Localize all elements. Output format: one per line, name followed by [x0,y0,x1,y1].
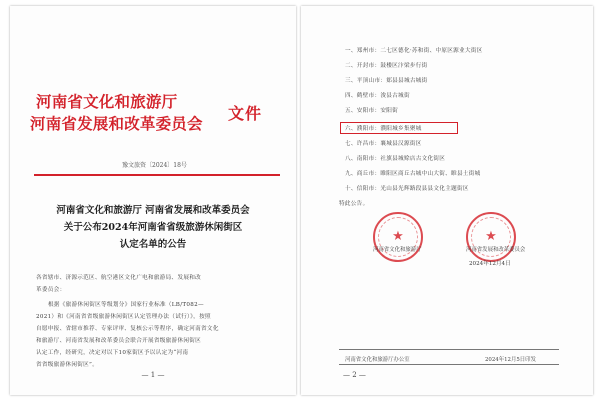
list-item: 四、鹤壁市：浚县古城街 [345,93,410,99]
list-item: 九、商丘市：睢阳区商丘古城中山大街、睢县土街城 [345,171,481,177]
red-header [30,72,280,142]
body-line: 革委员会： [36,287,66,293]
red-divider [34,174,280,176]
footer-print-date: 2024年12月5日印发 [485,357,536,363]
list-item: 八、南阳市：社旗县城赊店古文化街区 [345,156,446,162]
list-item: 一、郑州市：二七区德化·苏和街、中原区源业大街区 [345,48,483,54]
body-line: 认定工作，经研究，决定对以下10家街区予以认定为“河南 [36,350,189,356]
body-line: 各省辖市、济源示范区、航空港区文化广电和旅游局、发展和改 [36,275,202,281]
closing-line: 特此公告。 [339,201,369,207]
list-item: 五、安阳市：安阳街 [345,108,399,114]
page-number-1: — 1 — [141,371,165,379]
footer-rule-top [339,349,559,350]
header-issuer-1: 河南省文化和旅游厅 [36,92,178,111]
star-icon: ★ [392,229,404,244]
document-number: 豫文旅资〔2024〕18号 [122,162,187,169]
list-item-highlighted: 六、濮阳市：濮阳城乡集聚城 [345,126,422,132]
signature-left: 河南省文化和旅游厅 [373,247,422,253]
list-item: 二、开封市：鼓楼区汴梁步行街 [345,63,428,69]
footer-rule-bottom [339,364,559,365]
list-item: 三、平顶山市：郏县县城古城街 [345,78,428,84]
signature-date: 2024年12月4日 [469,261,511,267]
body-line: 2021）和《河南省省级旅游休闲街区认定管理办法（试行）》，按照 [36,314,211,320]
header-suffix: 文件 [228,104,263,123]
body-line: 自愿申报、省辖市推荐、专家评审、复核公示等程序，确定河南省文化 [36,326,219,332]
star-icon: ★ [485,229,497,244]
signature-right: 河南省发展和改革委员会 [466,247,526,253]
body-line: 和旅游厅、河南省发展和改革委员会联合开展省级旅游休闲街区 [36,338,202,344]
title-line-2: 关于公布2024年河南省省级旅游休闲街区 [63,222,243,233]
official-seal-right [466,212,516,262]
document-page-1 [10,6,296,395]
document-page-2 [301,6,593,395]
page-number-2: — 2 — [343,371,366,379]
official-seal-left [373,212,423,262]
footer-office: 河南省文化和旅游厅办公室 [345,357,410,363]
body-line: 根据《旅游休闲街区等级划分》国家行业标准（LB/T082— [48,302,204,308]
title-line-3: 认定名单的公告 [119,239,187,250]
list-item: 七、许昌市：襄城县汉源街区 [345,141,422,147]
title-line-1: 河南省文化和旅游厅 河南省发展和改革委员会 [56,205,250,216]
body-line: 省省级旅游休闲街区”。 [36,362,99,368]
header-issuer-2: 河南省发展和改革委员会 [30,114,203,133]
list-item: 十、信阳市：光山县光辉路段县县文化主题街区 [345,186,469,192]
